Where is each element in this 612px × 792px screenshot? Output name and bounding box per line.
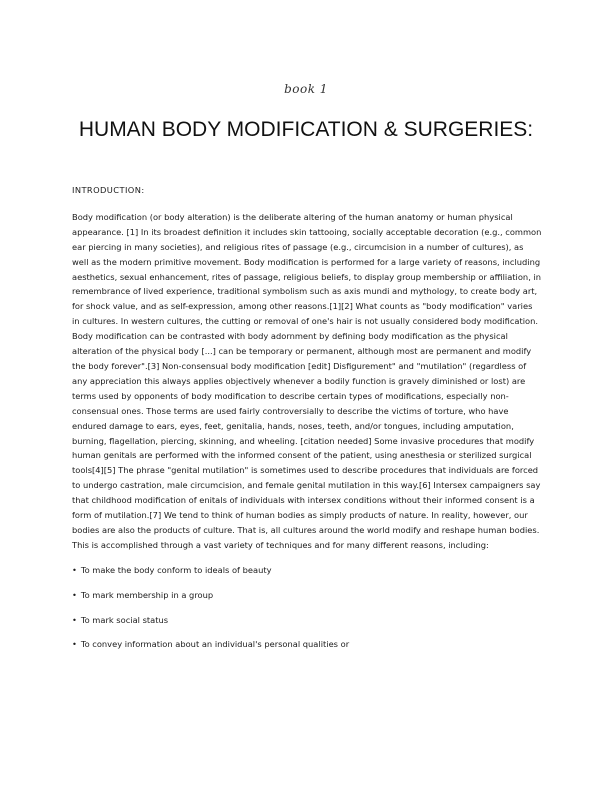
book-label: book 1 xyxy=(284,82,328,96)
page-title: HUMAN BODY MODIFICATION & SURGERIES: xyxy=(78,118,534,141)
reasons-list xyxy=(72,563,542,653)
document-body xyxy=(72,183,542,662)
list-item: • To make the body conform to ideals of beauty xyxy=(72,563,542,578)
intro-paragraph: Body modification (or body alteration) is the deliberate altering of the human anatomy or human physical appearance. [1] In its broadest definition it includes skin tattooing, socially acceptable decoration (e.g., common ear piercing in many societies), and religious rites of passage (e.g., circumcision in a number of cultures), as well as the modern primitive movement. Body modification is performed for a large variety of reasons, including aesthetics, sexual enhancement, rites of passage, religious beliefs, to display group membership or affiliation, in remembrance of lived experience, traditional symbolism such as axis mundi and mythology, to create body art, for shock value, and as self-expression, among other reasons.[1][2] What counts as "body modification" varies in cultures. In western cultures, the cutting or removal of one's hair is not usually considered body modification. Body modification can be contrasted with body adornment by defining body modification as the physical alteration of the physical body [...] can be temporary or permanent, although most are permanent and modify the body forever".[3] Non-consensual body modification [edit] Disfigurement" and "mutilation" (regardless of any appreciation this always applies objectively whenever a bodily function is gravely diminished or lost) are terms used by opponents of body modification to describe certain types of modifications, especially non-consensual ones. Those terms are used fairly controversially to describe the victims of torture, who have endured damage to ears, eyes, feet, genitalia, hands, noses, teeth, and/or tongues, including amputation, burning, flagellation, piercing, skinning, and wheeling. [citation needed] Some invasive procedures that modify human genitals are performed with the informed consent of the patient, using anesthesia or sterilized surgical tools[4][5] The phrase "genital mutilation" is sometimes used to describe procedures that individuals are forced to undergo castration, male circumcision, and female genital mutilation in this way.[6] Intersex campaigners say that childhood modification of enitals of individuals with intersex conditions without their informed consent is a form of mutilation.[7] We tend to think of human bodies as simply products of nature. In reality, however, our bodies are also the products of culture. That is, all cultures around the world modify and reshape human bodies. This is accomplished through a vast variety of techniques and for many different reasons, including: xyxy=(72,211,542,550)
list-item: • To mark social status xyxy=(72,613,542,628)
list-item: • To convey information about an individual's personal qualities or xyxy=(72,637,542,652)
section-heading: INTRODUCTION: xyxy=(72,185,145,195)
list-item: • To mark membership in a group xyxy=(72,588,542,603)
